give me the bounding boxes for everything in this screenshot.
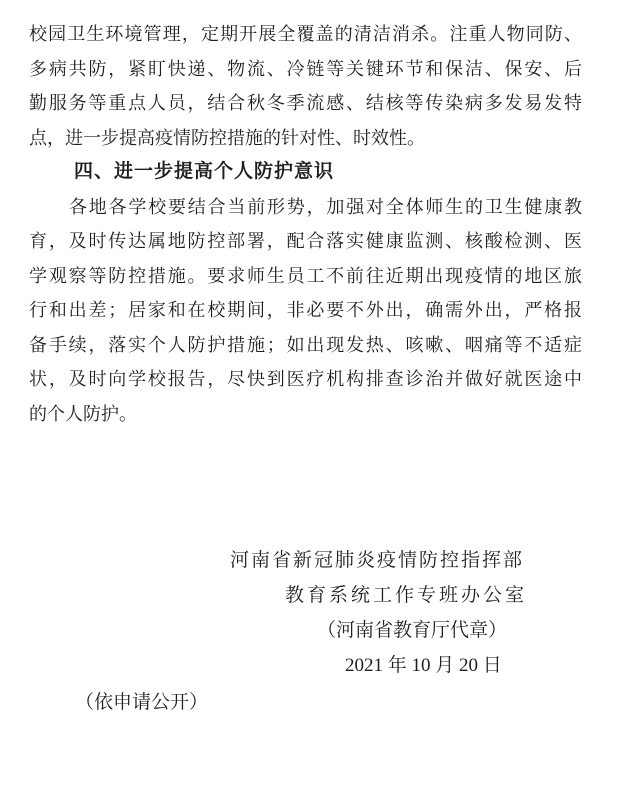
- paragraph-continuation: [29, 17, 582, 155]
- signature-issuer-line-1: 河南省新冠肺炎疫情防控指挥部: [230, 550, 525, 571]
- body-line: 校园卫生环境管理，定期开展全覆盖的清洁消杀。注重人物同防、: [29, 24, 582, 44]
- paragraph-body: [29, 190, 582, 432]
- signature-issuer-line-2: 教育系统工作专班办公室: [285, 585, 528, 606]
- body-line: 行和出差；居家和在校期间，非必要不外出，确需外出，严格报: [29, 300, 582, 320]
- body-line: 多病共防，紧盯快递、物流、冷链等关键环节和保洁、保安、后: [29, 58, 582, 79]
- signature-block: [29, 543, 582, 683]
- section-heading: 四、进一步提高个人防护意识: [74, 161, 335, 182]
- signature-date: 2021 年 10 月 20 日: [345, 655, 502, 676]
- body-line: 各地各学校要结合当前形势，加强对全体师生的卫生健康教: [69, 196, 582, 217]
- signature-seal-note: （河南省教育厅代章）: [317, 620, 508, 641]
- body-line: 备手续，落实个人防护措施；如出现发热、咳嗽、咽痛等不适症: [29, 334, 582, 355]
- body-line: 状，及时向学校报告，尽快到医疗机构排查诊治并做好就医途中: [29, 369, 582, 389]
- disclosure-note: （依申请公开）: [75, 692, 209, 713]
- body-line: 的个人防护。: [29, 403, 137, 424]
- body-line: 点，进一步提高疫情防控措施的针对性、时效性。: [29, 127, 425, 148]
- body-line: 育，及时传达属地防控部署，配合落实健康监测、核酸检测、医: [29, 231, 582, 251]
- body-line: 勤服务等重点人员，结合秋冬季流感、结核等传染病多发易发特: [29, 93, 582, 113]
- body-line: 学观察等防控措施。要求师生员工不前往近期出现疫情的地区旅: [29, 265, 582, 286]
